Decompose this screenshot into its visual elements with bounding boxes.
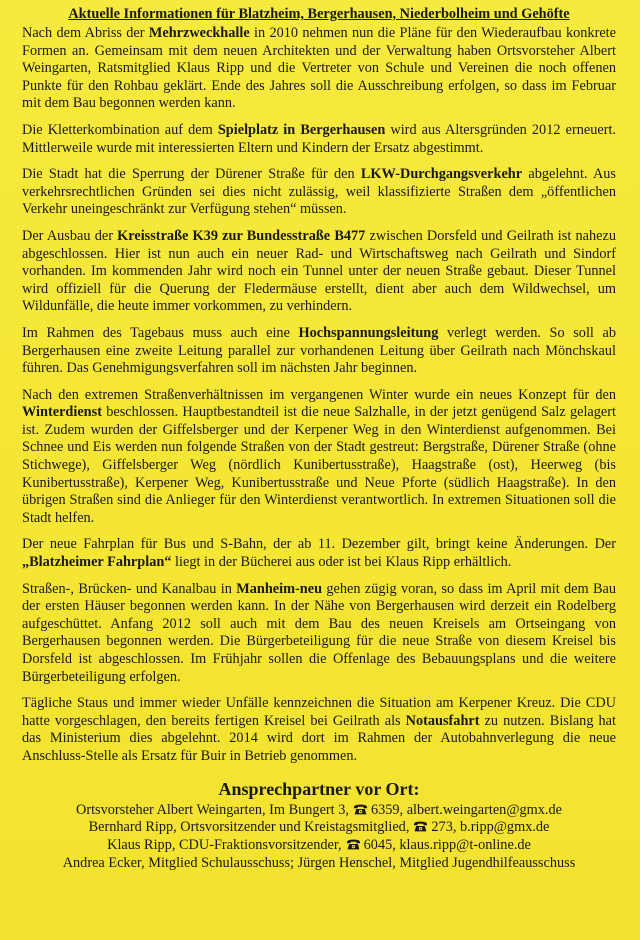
paragraph-text: gehen zügig voran, so dass im April mit dem Bau der ersten Häuser begonnen werden kann. In der Nähe von Bergerhausen wird derzeit ein Rodelberg aufgeschüttet. Anfang 2012 soll auch mit dem Bau des neuen Kreisels am Ortseingang von Bergerhausen begonnen werden. Die Bürgerbeteiligung für die neue Straße von diesem Kreisel bis Dorsfeld ist abgeschlossen. Im Frühjahr sollen die Offenlage des Bebauungsplans und die weitere Bürgerbeteiligung erfolgen. [22, 580, 616, 685]
contacts-list [22, 802, 616, 873]
highlight-term: „Blatzheimer Fahrplan“ [22, 554, 172, 571]
paragraph-notausfahrt [22, 695, 616, 765]
paragraph-text: Tägliche Staus und immer wieder Unfälle kennzeichnen die Situation am Kerpener Kreuz. Die CDU hatte vorgeschlagen, den bereits fertigen Kreisel bei Geilrath als [22, 695, 616, 729]
contact-name: Klaus Ripp, CDU-Fraktionsvorsitzender, [107, 837, 342, 854]
telephone-icon [353, 803, 368, 814]
paragraph-hochspannungsleitung [22, 325, 616, 378]
contact-line-bernhard-ripp [22, 819, 616, 837]
paragraph-text: Nach dem Abriss der [22, 25, 149, 41]
paragraph-text: liegt in der Bücherei aus oder ist bei Klaus Ripp erhältlich. [171, 554, 512, 571]
paragraph-mehrzweckhalle [22, 25, 616, 113]
paragraph-spielplatz [22, 122, 616, 157]
paragraph-text: Der neue Fahrplan für Bus und S-Bahn, der ab 11. Dezember gilt, bringt keine Änderungen. Der [22, 536, 616, 553]
contact-name: Ortsvorsteher Albert Weingarten, Im Bungert 3, [76, 801, 349, 818]
article-body [22, 25, 616, 766]
contact-phone-email: 6359, albert.weingarten@gmx.de [370, 801, 562, 818]
paragraph-text: Nach den extremen Straßenverhältnissen im vergangenen Winter wurde ein neues Konzept für den [22, 386, 616, 403]
paragraph-lkw-verkehr [22, 166, 616, 219]
contact-phone-email: 6045, klaus.ripp@t-online.de [363, 837, 531, 854]
contacts-heading: Ansprechpartner vor Ort: [218, 778, 420, 799]
contact-line-weingarten [22, 802, 616, 820]
contact-phone-email: 273, b.ripp@gmx.de [431, 819, 550, 836]
highlight-term: Notausfahrt [405, 712, 480, 729]
paragraph-manheim-neu [22, 581, 616, 687]
paragraph-text: Der Ausbau der [22, 227, 118, 244]
paragraph-text: verlegt werden. So soll ab Bergerhausen eine zweite Leitung parallel zur vorhandenen Leitung über Geilrath nach Mönchskaul führen. Das Genehmigungsverfahren soll im nächsten Jahr beginnen. [22, 324, 616, 377]
paragraph-text: zwischen Dorsfeld und Geilrath ist nahezu abgeschlossen. Hier ist nun auch ein neuer Rad- und Wirtschaftsweg nach Geilrath und Sindorf vorhanden. Im kommenden Jahr wird noch ein Tunnel unter der neuen Straße gebaut. Dieser Tunnel wird offiziell für die Querung der Fledermäuse erstellt, dient aber auch dem Wildwechsel, um Wildunfälle, die heute immer vorkommen, zu verhindern. [22, 227, 616, 315]
highlight-term: Manheim-neu [236, 580, 323, 597]
paragraph-fahrplan [22, 536, 616, 571]
highlight-term: Kreisstraße K39 zur Bundesstraße B477 [117, 227, 366, 244]
paragraph-kreisstrasse [22, 228, 616, 316]
page-title: Aktuelle Informationen für Blatzheim, Bergerhausen, Niederbolheim und Gehöfte [68, 6, 570, 22]
paragraph-text: Die Stadt hat die Sperrung der Dürener Straße für den [22, 166, 361, 183]
paragraph-text: Straßen-, Brücken- und Kanalbau in [22, 580, 237, 597]
highlight-term: LKW-Durchgangsverkehr [360, 166, 523, 183]
paragraph-text: Im Rahmen des Tagebaus muss auch eine [22, 324, 299, 341]
paragraph-text: zu nutzen. Bislang hat das Ministerium dies abgelehnt. 2014 wird dort im Rahmen der Autobahnverlegung die neue Anschluss-Stelle als Ersatz für Buir in Betrieb genommen. [22, 712, 616, 764]
paragraph-text: wird aus Altersgründen 2012 erneuert. Mittlerweile wurde mit interessierten Eltern und Kindern der Ersatz abgestimmt. [22, 121, 616, 156]
contact-line-committee-members [22, 855, 616, 873]
highlight-term: Hochspannungsleitung [298, 324, 439, 341]
telephone-icon [413, 820, 428, 831]
paragraph-winterdienst [22, 387, 616, 528]
paragraph-text: beschlossen. Hauptbestandteil ist die neue Salzhalle, in der jetzt genügend Salz gelagert ist. Zudem wurden der Giffelsberger und der Kerpener Weg in den Winterdienst aufgenommen. Bei Schnee und Eis werden nun folgende Straßen von der Stadt gestreut: Bergstraße, Dürener Straße (ohne Stichwege), Giffelsberger Weg (nördlich Kunibertusstraße), Haagstraße (ost), Heerweg (bis Kunibertusstraße), Kerpener Weg, Kunibertusstraße und Neue Pforte (südlich Haagstraße). In den übrigen Straßen sind die Anlieger für den Winterdienst verantwortlich. In extremen Situationen soll die Stadt helfen. [22, 404, 616, 526]
highlight-term: Spielplatz in Bergerhausen [217, 121, 386, 138]
paragraph-text: abgelehnt. Aus verkehrsrechtlichen Gründen sei dies nicht zulässig, weil klassifizierte Straßen dem „öffentlichen Verkehr uneingeschränkt zur Verfügung stehen“ müssen. [22, 166, 616, 218]
contact-line-klaus-ripp [22, 837, 616, 855]
paragraph-text: in 2010 nehmen nun die Pläne für den Wiederaufbau konkrete Formen an. Gemeinsam mit dem neuen Architekten und der Verwaltung haben Ortsvorsteher Albert Weingarten, Ratsmitglied Klaus Ripp und die Vertreter von Schule und Vereinen die noch offenen Punkte für den Rohbau geklärt. Ende des Jahres soll die Ausschreibung erfolgen, so dass im Februar mit dem Bau begonnen werden kann. [22, 25, 616, 112]
contact-name: Andrea Ecker, Mitglied Schulausschuss; Jürgen Henschel, Mitglied Jugendhilfeausschuss [62, 854, 576, 871]
contact-name: Bernhard Ripp, Ortsvorsitzender und Kreistagsmitglied, [88, 819, 410, 836]
highlight-term: Winterdienst [22, 404, 102, 421]
highlight-term: Mehrzweckhalle [148, 25, 250, 41]
telephone-icon [346, 838, 361, 849]
paragraph-text: Die Kletterkombination auf dem [22, 121, 218, 138]
